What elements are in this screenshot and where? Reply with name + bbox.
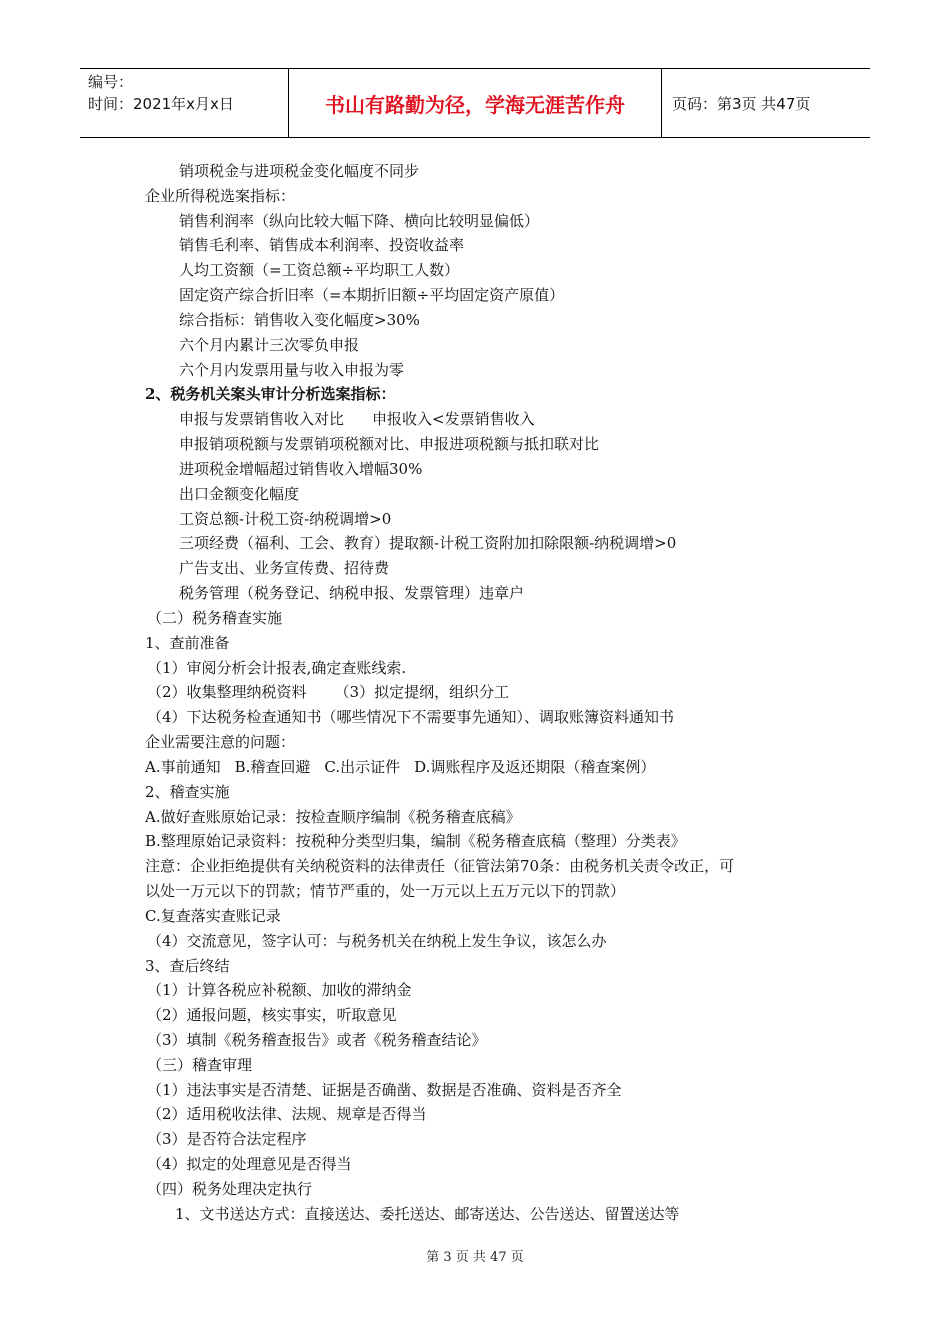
text-line: 六个月内累计三次零负申报 [179, 335, 360, 354]
text-line: 广告支出、业务宣传费、招待费 [179, 559, 390, 578]
subsection-heading: 1、查前准备 [145, 633, 230, 652]
header-motto: 书山有路勤为径，学海无涯苦作舟 [289, 69, 662, 137]
document-number-label: 编号： [88, 73, 134, 91]
text-line: （4）拟定的处理意见是否得当 [147, 1155, 352, 1174]
text-segment: 申报与发票销售收入对比 [179, 410, 345, 429]
text-line: 企业需要注意的问题： [145, 733, 296, 752]
text-line: 销售利润率（纵向比较大幅下降、横向比较明显偏低） [179, 211, 540, 230]
subsection-heading: 3、查后终结 [145, 956, 230, 975]
text-line: 人均工资额（=工资总额÷平均职工人数） [179, 261, 460, 280]
section-heading: （二）税务稽查实施 [147, 608, 283, 627]
text-segment: （3）拟定提纲，组织分工 [334, 683, 510, 702]
text-segment: C.出示证件 [324, 757, 401, 776]
text-line: B.整理原始记录资料：按税种分类型归集，编制《税务稽查底稿（整理）分类表》 [145, 832, 686, 851]
header-meta [80, 69, 289, 137]
header-page-info: 页码：第3页 共47页 [672, 94, 811, 113]
text-line [145, 755, 825, 780]
text-line: （3）是否符合法定程序 [147, 1130, 307, 1149]
text-line: 进项税金增幅超过销售收入增幅30% [179, 459, 423, 478]
text-line: 以处一万元以下的罚款；情节严重的，处一万元以上五万元以下的罚款） [145, 882, 626, 901]
text-line: 工资总额-计税工资-纳税调增>0 [179, 509, 392, 528]
text-line: （1）违法事实是否清楚、证据是否确凿、数据是否准确、资料是否齐全 [147, 1080, 622, 1099]
document-body [145, 159, 825, 1227]
text-line: （3）填制《税务稽查报告》或者《税务稽查结论》 [147, 1030, 487, 1049]
text-line: 综合指标：销售收入变化幅度>30% [179, 310, 420, 329]
page-header [80, 68, 870, 138]
text-line [145, 407, 825, 432]
section-heading: （三）稽查审理 [147, 1055, 253, 1074]
text-line: 销项税金与进项税金变化幅度不同步 [179, 162, 420, 180]
text-line: （2）适用税收法律、法规、规章是否得当 [147, 1105, 427, 1124]
text-line: 申报销项税额与发票销项税额对比、申报进项税额与抵扣联对比 [179, 435, 600, 454]
text-line: C.复查落实查账记录 [145, 906, 281, 925]
text-line: （1）审阅分析会计报表,确定查账线索. [147, 658, 407, 677]
text-line: 出口金额变化幅度 [179, 484, 300, 503]
text-line: （4）交流意见，签字认可：与税务机关在纳税上发生争议，该怎么办 [147, 931, 607, 950]
text-line: 六个月内发票用量与收入申报为零 [179, 360, 405, 379]
text-line: A.做好查账原始记录：按检查顺序编制《税务稽查底稿》 [145, 807, 521, 826]
text-line: 注意：企业拒绝提供有关纳税资料的法律责任（征管法第70条：由税务机关责令改正，可 [145, 857, 735, 876]
document-date: 时间：2021年x月x日 [88, 95, 234, 113]
text-line: 1、文书送达方式：直接送达、委托送达、邮寄送达、公告送达、留置送达等 [175, 1204, 680, 1223]
text-line: 税务管理（税务登记、纳税申报、发票管理）违章户 [179, 584, 525, 603]
page-footer: 第 3 页 共 47 页 [426, 1250, 524, 1265]
text-segment: 申报收入<发票销售收入 [372, 410, 535, 429]
text-segment: A.事前通知 [145, 757, 221, 776]
text-segment: D.调账程序及返还期限（稽查案例） [414, 757, 656, 776]
text-line: 固定资产综合折旧率（=本期折旧额÷平均固定资产原值） [179, 286, 565, 305]
text-segment: B.稽查回避 [234, 757, 311, 776]
section-heading: （四）税务处理决定执行 [147, 1179, 313, 1198]
text-line: （1）计算各税应补税额、加收的滞纳金 [147, 981, 412, 1000]
text-line: （4）下达税务检查通知书（哪些情况下不需要事先通知）、调取账簿资料通知书 [147, 708, 675, 727]
section-heading: 企业所得税选案指标： [145, 186, 296, 205]
section-heading: 2、税务机关案头审计分析选案指标： [145, 385, 396, 404]
subsection-heading: 2、稽查实施 [145, 782, 230, 801]
text-line: 三项经费（福利、工会、教育）提取额-计税工资附加扣除限额-纳税调增>0 [179, 534, 677, 553]
text-segment: （2）收集整理纳税资料 [147, 683, 307, 702]
text-line: （2）通报问题，核实事实，听取意见 [147, 1006, 397, 1025]
text-line [145, 680, 825, 705]
text-line: 销售毛利率、销售成本利润率、投资收益率 [179, 236, 465, 255]
